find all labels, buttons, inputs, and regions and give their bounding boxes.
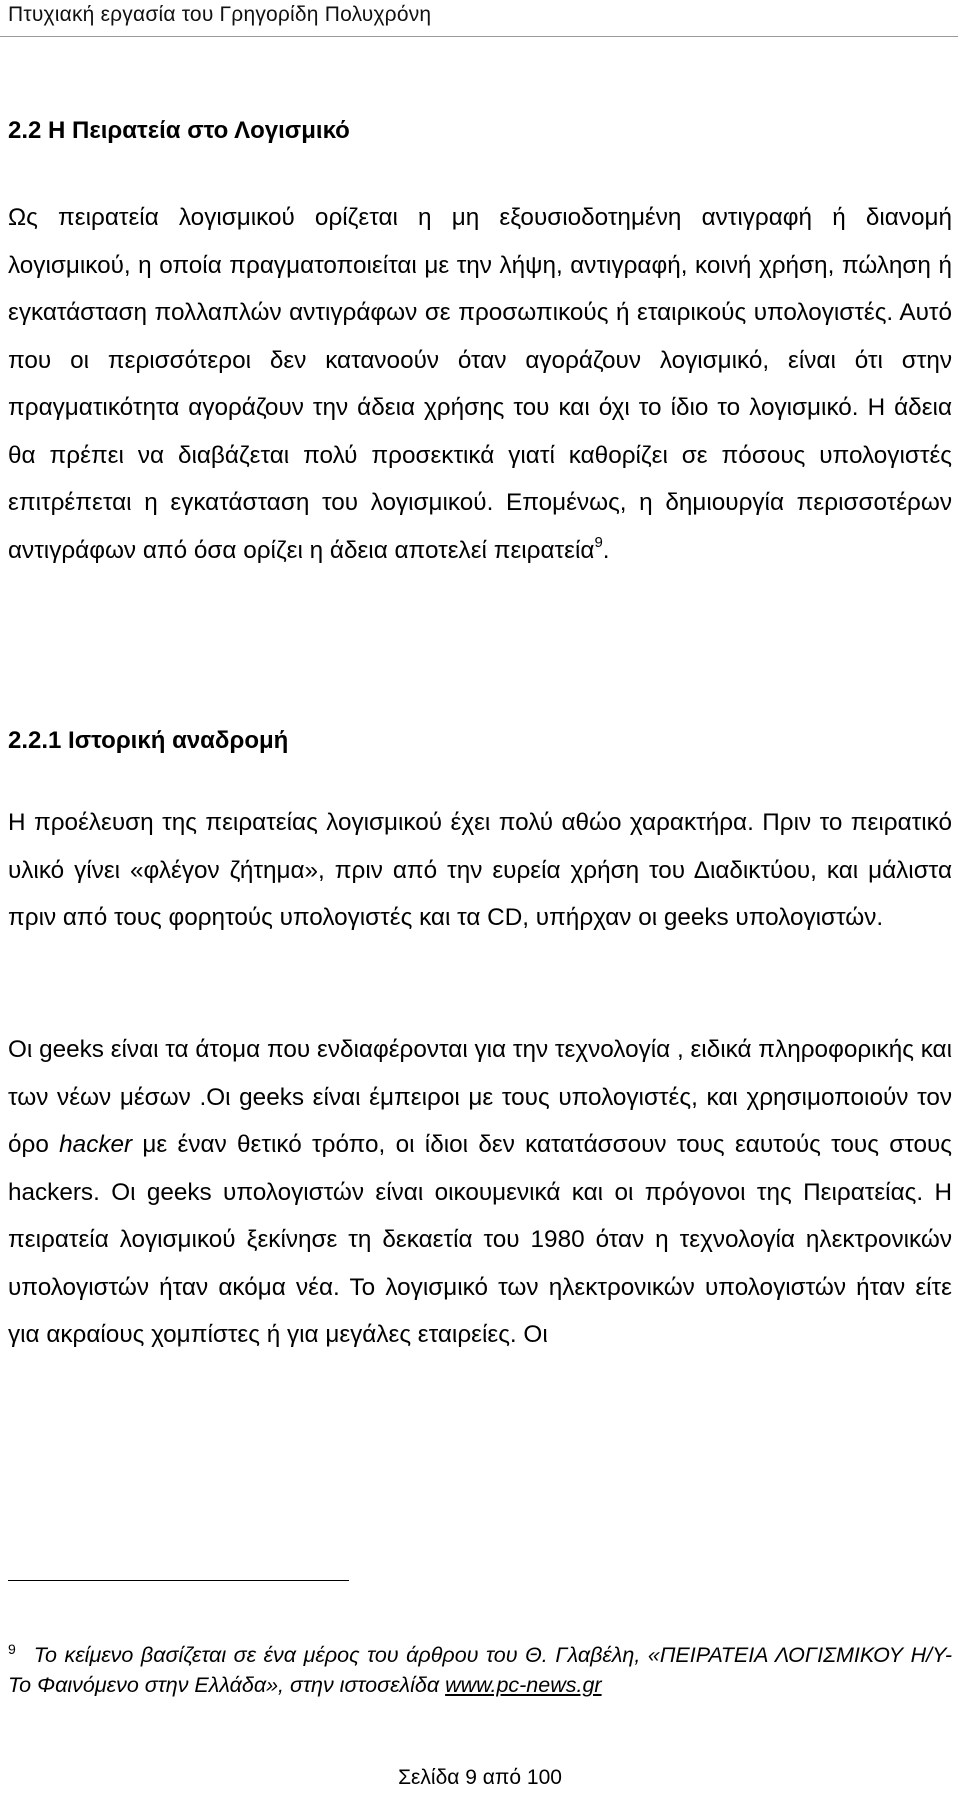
subsection-heading: 2.2.1 Ιστορική αναδρομή: [8, 727, 289, 754]
footnote-divider: [8, 1580, 349, 1581]
page-number-footer: Σελίδα 9 από 100: [398, 1766, 562, 1789]
paragraph-end-punctuation: .: [602, 536, 610, 564]
paragraph-origin: Η προέλευση της πειρατείας λογισμικού έχει πολύ αθώο χαρακτήρα. Πριν το πειρατικό υλικό γίνει «φλέγον ζήτημα», πριν από την ευρεία χρήση του Διαδικτύου, και μάλιστα πριν από τους φορητούς υπολογιστές και τα CD, υπήρχαν οι geeks υπολογιστών.: [8, 809, 952, 931]
running-header-title: Πτυχιακή εργασία του Γρηγορίδη Πολυχρόνη: [8, 3, 432, 26]
emphasized-term: hacker: [59, 1131, 133, 1158]
paragraph-text: Ως πειρατεία λογισμικού ορίζεται η μη εξουσιοδοτημένη αντιγραφή ή διανομή λογισμικού, η οποία πραγματοποιείται με την λήψη, αντιγραφή, κοινή χρήση, πώληση ή εγκατάσταση πολλαπλών αντιγράφων σε προσωπικούς ή εταιρικούς υπολογιστές. Αυτό που οι περισσότεροι δεν κατανοούν όταν αγοράζουν λογισμικό, είναι ότι στην πραγματικότητα αγοράζουν την άδεια χρήσης του και όχι το ίδιο το λογισμικό. Η άδεια θα πρέπει να διαβάζεται πολύ προσεκτικά γιατί καθορίζει σε πόσους υπολογιστές επιτρέπεται η εγκατάσταση του λογισμικού. Επομένως, η δημιουργία περισσοτέρων αντιγράφων από όσα ορίζει η άδεια αποτελεί πειρατεία: [8, 204, 952, 564]
footnote-number: 9: [8, 1641, 16, 1657]
footnote-text: Το κείμενο βασίζεται σε ένα μέρος του άρθρου του Θ. Γλαβέλη, «ΠΕΙΡΑΤΕΙΑ ΛΟΓΙΣΜΙΚΟΥ Η/Υ-Το Φαινόμενο στην Ελλάδα», στην ιστοσελίδα: [8, 1643, 952, 1697]
footnote: [8, 1640, 952, 1700]
footnote-link[interactable]: www.pc-news.gr: [445, 1673, 602, 1697]
footnote-reference[interactable]: 9: [594, 533, 603, 551]
header-divider: [0, 36, 958, 37]
paragraph-definition: [8, 194, 952, 574]
paragraph-geeks: [8, 1026, 952, 1359]
paragraph-text: με έναν θετικό τρόπο, οι ίδιοι δεν κατατάσσουν τους εαυτούς τους στους hackers. Οι geeks υπολογιστών είναι οικουμενικά και οι πρόγονοι της Πειρατείας. Η πειρατεία λογισμικού ξεκίνησε τη δεκαετία του 1980 όταν η τεχνολογία ηλεκτρονικών υπολογιστών ήταν ακόμα νέα. Το λογισμικό των ηλεκτρονικών υπολογιστών ήταν είτε για ακραίους χομπίστες ή για μεγάλες εταιρείες. Οι: [8, 1131, 952, 1348]
section-heading: 2.2 Η Πειρατεία στο Λογισμικό: [8, 117, 350, 144]
paragraph-text: Οι geeks είναι τα άτομα που ενδιαφέρονται για την τεχνολογία , ειδικά πληροφορικής και των νέων μέσων .Οι geeks είναι έμπειροι με τους υπολογιστές, και χρησιμοποιούν τον όρο: [8, 1036, 952, 1158]
